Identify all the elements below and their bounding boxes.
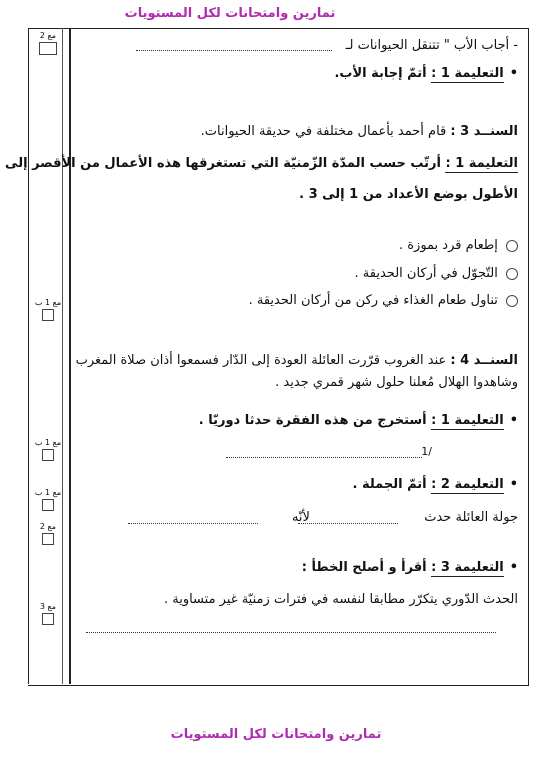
sanad-4-line-2 [275,375,518,390]
father-answer-line [346,38,518,53]
instruction-text: أقرأ و أصلح الخطأ : [301,560,427,575]
sanad-3-instruction-line-1 [5,156,518,171]
option-text: التّجوّل في أركان الحديقة . [354,266,498,281]
father-answer-text: - أجاب الأب " تتنقل الحيوانات لـ [345,38,518,53]
score-checkbox[interactable] [39,42,57,55]
sanad-3-instruction-line-2 [299,187,518,202]
score-label: مع 1 ب [34,488,62,497]
instruction-label: التعليمة 1 : [445,156,518,171]
score-margin-divider [62,28,69,684]
sanad-text: عند الغروب قرّرت العائلة العودة إلى الدّار فسمعوا أذان صلاة المغرب [75,353,447,368]
instruction-label: التعليمة 3 : [431,560,504,575]
instruction-text: أتمّ إجابة الأب. [334,66,427,81]
score-box-5 [33,522,63,545]
option-3 [249,293,518,308]
score-checkbox[interactable] [42,309,54,321]
score-checkbox[interactable] [42,533,54,545]
answer-dotted-line[interactable] [298,523,398,524]
watermark-top: تمارين وامتحانات لكل المستويات [124,6,336,21]
order-circle[interactable] [506,240,518,252]
instruction-text: أتمّ الجملة . [352,477,427,492]
sanad-4-instruction-3: •التعليمة 3 : أقرأ و أصلح الخطأ : [301,560,518,575]
instruction-prev: •التعليمة 1 : أتمّ إجابة الأب. [334,66,518,81]
score-checkbox[interactable] [42,613,54,625]
option-1 [399,238,518,253]
order-circle[interactable] [506,295,518,307]
sanad-label: السنــد 4 : [450,353,518,368]
instruction-text: أستخرج من هذه الفقرة حدثا دوريّا . [198,413,427,428]
instruction-text: الأطول بوضع الأعداد من 1 إلى 3 . [299,187,518,202]
score-label: مع 3 [39,602,57,611]
answer-dotted-line[interactable] [226,457,422,458]
score-checkbox[interactable] [42,499,54,511]
answer-dotted-line[interactable] [136,50,332,51]
sanad-4-line-1 [76,353,518,368]
sanad-4-instruction-2: •التعليمة 2 : أتمّ الجملة . [352,477,518,492]
sanad-label: السنــد 3 : [450,124,518,139]
sanad-4-instruction-1: •التعليمة 1 : أستخرج من هذه الفقرة حدثا دوريّا . [198,413,518,428]
instruction-label: التعليمة 1 : [431,413,504,428]
score-box-4 [33,488,63,511]
sentence-part-a: جولة العائلة حدث [424,510,518,525]
answer-marker: /1 [421,445,432,458]
sanad-text: قام أحمد بأعمال مختلفة في حديقة الحيوانات. [200,124,447,139]
option-text: إطعام قرد بموزة . [398,238,498,253]
order-circle[interactable] [506,268,518,280]
instruction-text: أرتّب حسب المدّة الزّمنيّة التي تستغرقها هذه الأعمال من الأقصر إلى [5,156,441,171]
option-2 [355,266,518,281]
score-label: مع 2 [39,522,57,531]
option-text: تناول طعام الغذاء في ركن من أركان الحديقة . [248,293,498,308]
score-box-3 [33,438,63,461]
score-box-6 [33,602,63,625]
score-label: مع 2 [39,31,57,40]
score-checkbox[interactable] [42,449,54,461]
score-label: مع 1 ب [34,438,62,447]
instruction-label: التعليمة 1 : [431,66,504,81]
instruction-label: التعليمة 2 : [431,477,504,492]
sanad-text: وشاهدوا الهلال مُعلنا حلول شهر قمري جديد . [275,375,518,390]
answer-dotted-line[interactable] [128,523,258,524]
watermark-bottom: تمارين وامتحانات لكل المستويات [170,727,382,742]
sentence-text: الحدث الدّوري يتكرّر مطابقا لنفسه في فترات زمنيّة غير متساوية . [163,592,518,607]
score-box-2 [33,298,63,321]
answer-dotted-line[interactable] [86,632,496,633]
sanad-3-line [201,124,518,139]
sentence-part-b: لأنّه [291,510,310,525]
score-box-1 [33,31,63,55]
score-label: مع 1 ب [34,298,62,307]
sanad-4-erroneous-sentence [164,592,518,607]
